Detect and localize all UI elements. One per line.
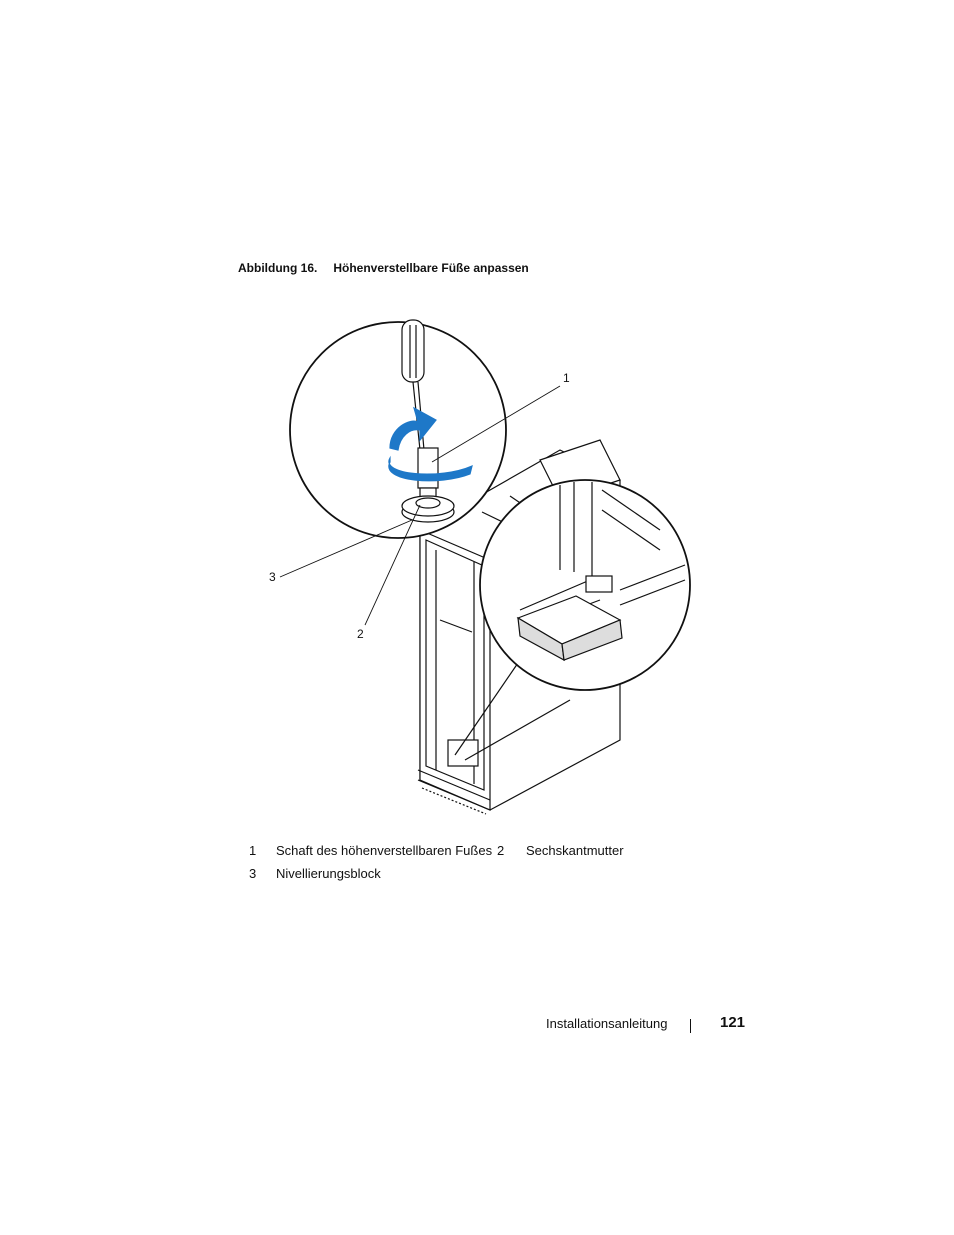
legend-text: Schaft des höhenverstellbaren Fußes <box>276 843 493 858</box>
figure-title: Höhenverstellbare Füße anpassen <box>333 261 529 275</box>
callout-2: 2 <box>357 627 364 641</box>
footer-title: Installationsanleitung <box>546 1016 668 1031</box>
legend-text: Sechskantmutter <box>526 843 624 858</box>
legend-number: 2 <box>497 843 505 858</box>
legend-number: 1 <box>249 843 257 858</box>
figure-number: Abbildung 16. <box>238 261 318 275</box>
legend-text: Nivellierungsblock <box>276 866 381 881</box>
callout-3: 3 <box>269 570 276 584</box>
legend-number: 3 <box>249 866 257 881</box>
callout-1: 1 <box>563 371 570 385</box>
footer-separator <box>690 1019 691 1033</box>
page-number: 121 <box>720 1014 746 1031</box>
